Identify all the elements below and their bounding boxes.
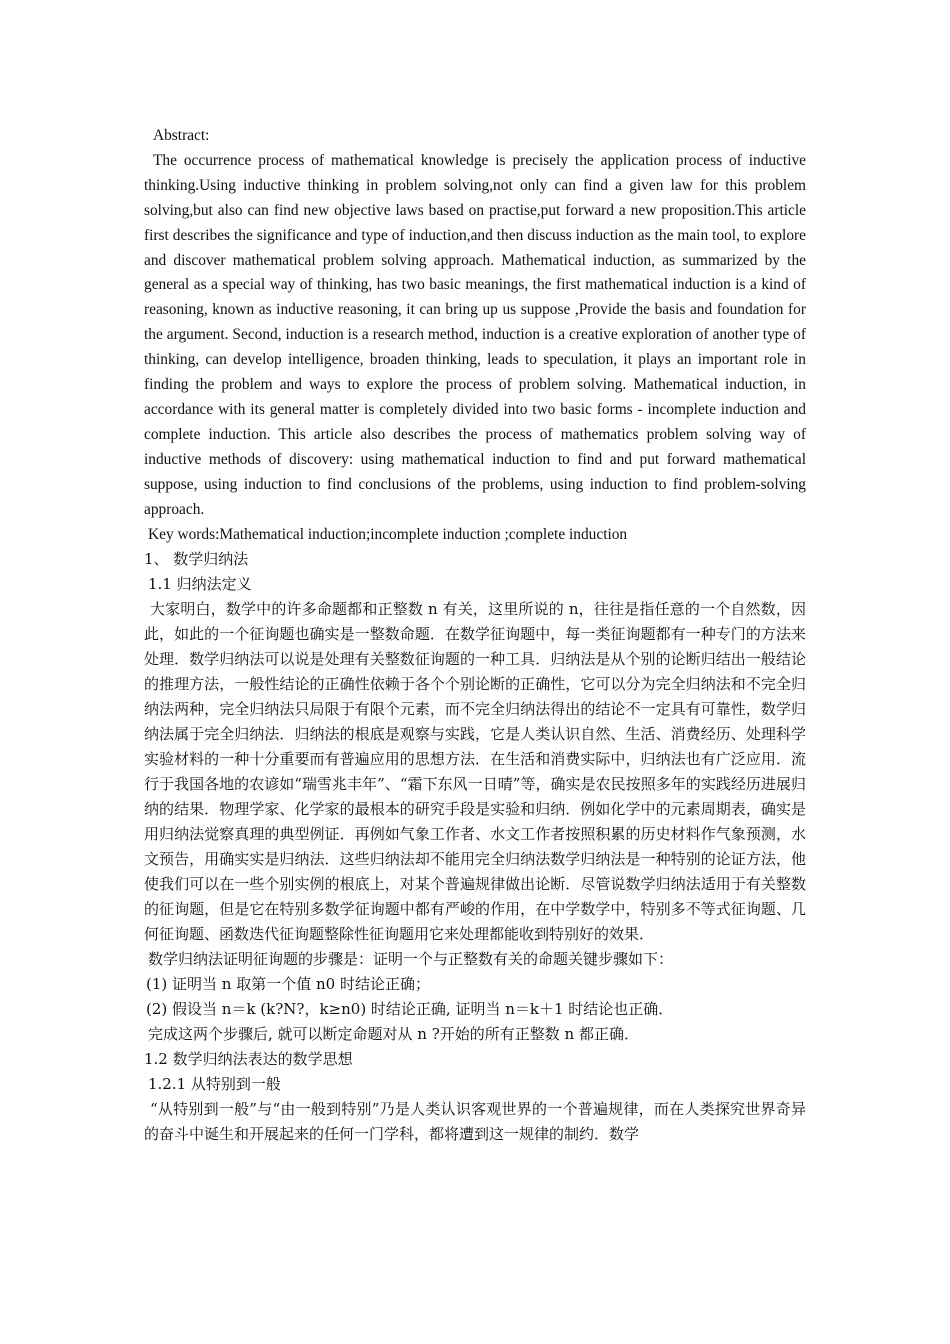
section-1-title: 1、 数学归纳法 [144, 550, 249, 569]
document-page [144, 124, 806, 1147]
step-1: (1) 证明当 n 取第一个值 n0 时结论正确； [146, 975, 430, 994]
section-1-2-title: 1.2 数学归纳法表达的数学思想 [144, 1050, 353, 1069]
section-1-1-body: 大家明白，数学中的许多命题都和正整数 n 有关，这里所说的 n，往往是指任意的一个自然数，因此，如此的一个征询题也确实是一整数命题．在数学征询题中，每一类征询题都有一种专门的方法来处理．数学归纳法可以说是处理有关整数征询题的一种工具．归纳法是从个别的论断归结出一般结论的推理方法，一般性结论的正确性依赖于各个个别论断的正确性，它可以分为完全归纳法和不完全归纳法两种，完全归纳法只局限于有限个元素，而不完全归纳法得出的结论不一定具有可靠性，数学归纳法属于完全归纳法．归纳法的根底是观察与实践，它是人类认识自然、生活、消费经历、处理科学实验材料的一种十分重要而有普遍应用的思想方法．在生活和消费实际中，归纳法也有广泛应用．流行于我国各地的农谚如“瑞雪兆丰年”、“霜下东风一日晴”等，确实是农民按照多年的实践经历进展归纳的结果．物理学家、化学家的最根本的研究手段是实验和归纳．例如化学中的元素周期表，确实是用归纳法觉察真理的典型例证．再例如气象工作者、水文工作者按照积累的历史材料作气象预测，水文预告，用确实实是归纳法．这些归纳法却不能用完全归纳法数学归纳法是一种特别的论证方法，他使我们可以在一些个别实例的根底上，对某个普遍规律做出论断．尽管说数学归纳法适用于有关整数的征询题，但是它在特别多数学征询题中都有严峻的作用，在中学数学中，特别多不等式征询题、几何征询题、函数迭代征询题整除性征询题用它来处理都能收到特别好的效果． [144, 600, 806, 944]
step-2: (2) 假设当 n＝k (k?N?，k≥n0) 时结论正确, 证明当 n＝k＋1 时结论也正确． [146, 1000, 674, 1019]
steps-conclusion: 完成这两个步骤后, 就可以断定命题对从 n ?开始的所有正整数 n 都正确． [148, 1025, 639, 1044]
section-1-2-1-title: 1.2.1 从特别到一般 [148, 1075, 281, 1094]
keywords-line: Key words:Mathematical induction;incomplete induction ;complete induction [148, 525, 628, 543]
abstract-body: The occurrence process of mathematical knowledge is precisely the application process of inductive thinking.Using inductive thinking in problem solving,not only can find a given law for this problem solving,but also can find new objective laws based on practise,put forward a new proposition.This article first describes the significance and type of induction,and then discuss induction as the main tool, to explore and discover mathematical problem solving approach. Mathematical induction, as summarized by the general as a special way of thinking, has two basic meanings, the first mathematical induction is a kind of reasoning, known as inductive reasoning, it can bring up us suppose ,Provide the basis and foundation for the argument. Second, induction is a research method, induction is a creative exploration of another type of thinking, can develop intelligence, broaden thinking, leads to speculation, it plays an important role in finding the problem and ways to explore the process of problem solving. Mathematical induction, in accordance with its general matter is completely divided into two basic forms - incomplete induction and complete induction. This article also describes the process of mathematics problem solving way of inductive methods of discovery: using mathematical induction to find and put forward mathematical suppose, using induction to find conclusions of the problems, using induction to find problem-solving approach. [144, 151, 806, 518]
abstract-heading: Abstract: [153, 127, 210, 144]
section-1-1-title: 1.1 归纳法定义 [148, 575, 252, 594]
section-1-2-1-body: “从特别到一般”与“由一般到特别”乃是人类认识客观世界的一个普遍规律，而在人类探究世界奇异的奋斗中诞生和开展起来的任何一门学科，都将遭到这一规律的制约．数学 [144, 1100, 806, 1144]
steps-intro: 数学归纳法证明征询题的步骤是：证明一个与正整数有关的命题关键步骤如下： [148, 950, 674, 969]
